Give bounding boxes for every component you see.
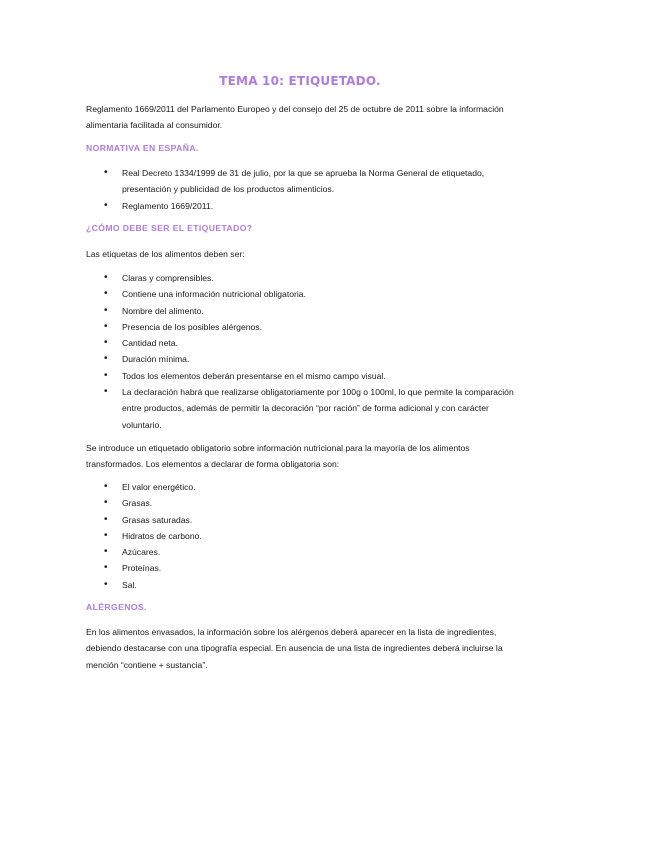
heading-alergenos: ALÉRGENOS. (86, 602, 147, 612)
list-item: • El valor energético. (104, 479, 524, 495)
list-item: • Azúcares. (104, 544, 524, 560)
heading-como: ¿CÓMO DEBE SER EL ETIQUETADO? (86, 223, 253, 233)
nutrients-list (104, 479, 524, 593)
nutrition-paragraph: Se introduce un etiquetado obligatorio sobre información nutricional para la mayoría de los alimentos transformados. Los elementos a declarar de forma obligatoria son: (86, 443, 470, 470)
intro-paragraph: Reglamento 1669/2011 del Parlamento Europeo y del consejo del 25 de octubre de 2011 sobre la información alimentaria facilitada al consumidor. (86, 104, 504, 131)
como-lead: Las etiquetas de los alimentos deben ser: (86, 249, 245, 259)
list-item: • Reglamento 1669/2011. (104, 198, 524, 214)
list-item: • Grasas saturadas. (104, 512, 524, 528)
normativa-list (104, 165, 524, 214)
page-title: TEMA 10: ETIQUETADO. (219, 74, 381, 88)
list-item: • Sal. (104, 577, 524, 593)
list-item: • Grasas. (104, 495, 524, 511)
list-item: • Contiene una información nutricional obligatoria. (104, 286, 524, 302)
heading-normativa: NORMATIVA EN ESPAÑA. (86, 143, 199, 153)
list-item: • Nombre del alimento. (104, 303, 524, 319)
list-item: • Proteínas. (104, 560, 524, 576)
como-list (104, 270, 524, 433)
list-item: • Real Decreto 1334/1999 de 31 de julio, por la que se aprueba la Norma General de etiquetado, presentación y publicidad de los productos alimenticios. (104, 165, 524, 198)
list-item: • Hidratos de carbono. (104, 528, 524, 544)
alergenos-paragraph: En los alimentos envasados, la información sobre los alérgenos deberá aparecer en la lista de ingredientes, debiendo destacarse con una tipografía especial. En ausencia de una lista de ingredientes deberá incluirse la mención “contiene + sustancia”. (86, 627, 503, 670)
list-item: • Todos los elementos deberán presentarse en el mismo campo visual. (104, 368, 524, 384)
list-item: • La declaración habrá que realizarse obligatoriamente por 100g o 100ml, lo que permite la comparación entre productos, además de permitir la decoración “por ración” de forma adicional y con carácter voluntario. (104, 384, 524, 433)
list-item: • Claras y comprensibles. (104, 270, 524, 286)
list-item: • Cantidad neta. (104, 335, 524, 351)
list-item: • Presencia de los posibles alérgenos. (104, 319, 524, 335)
list-item: • Duración mínima. (104, 351, 524, 367)
